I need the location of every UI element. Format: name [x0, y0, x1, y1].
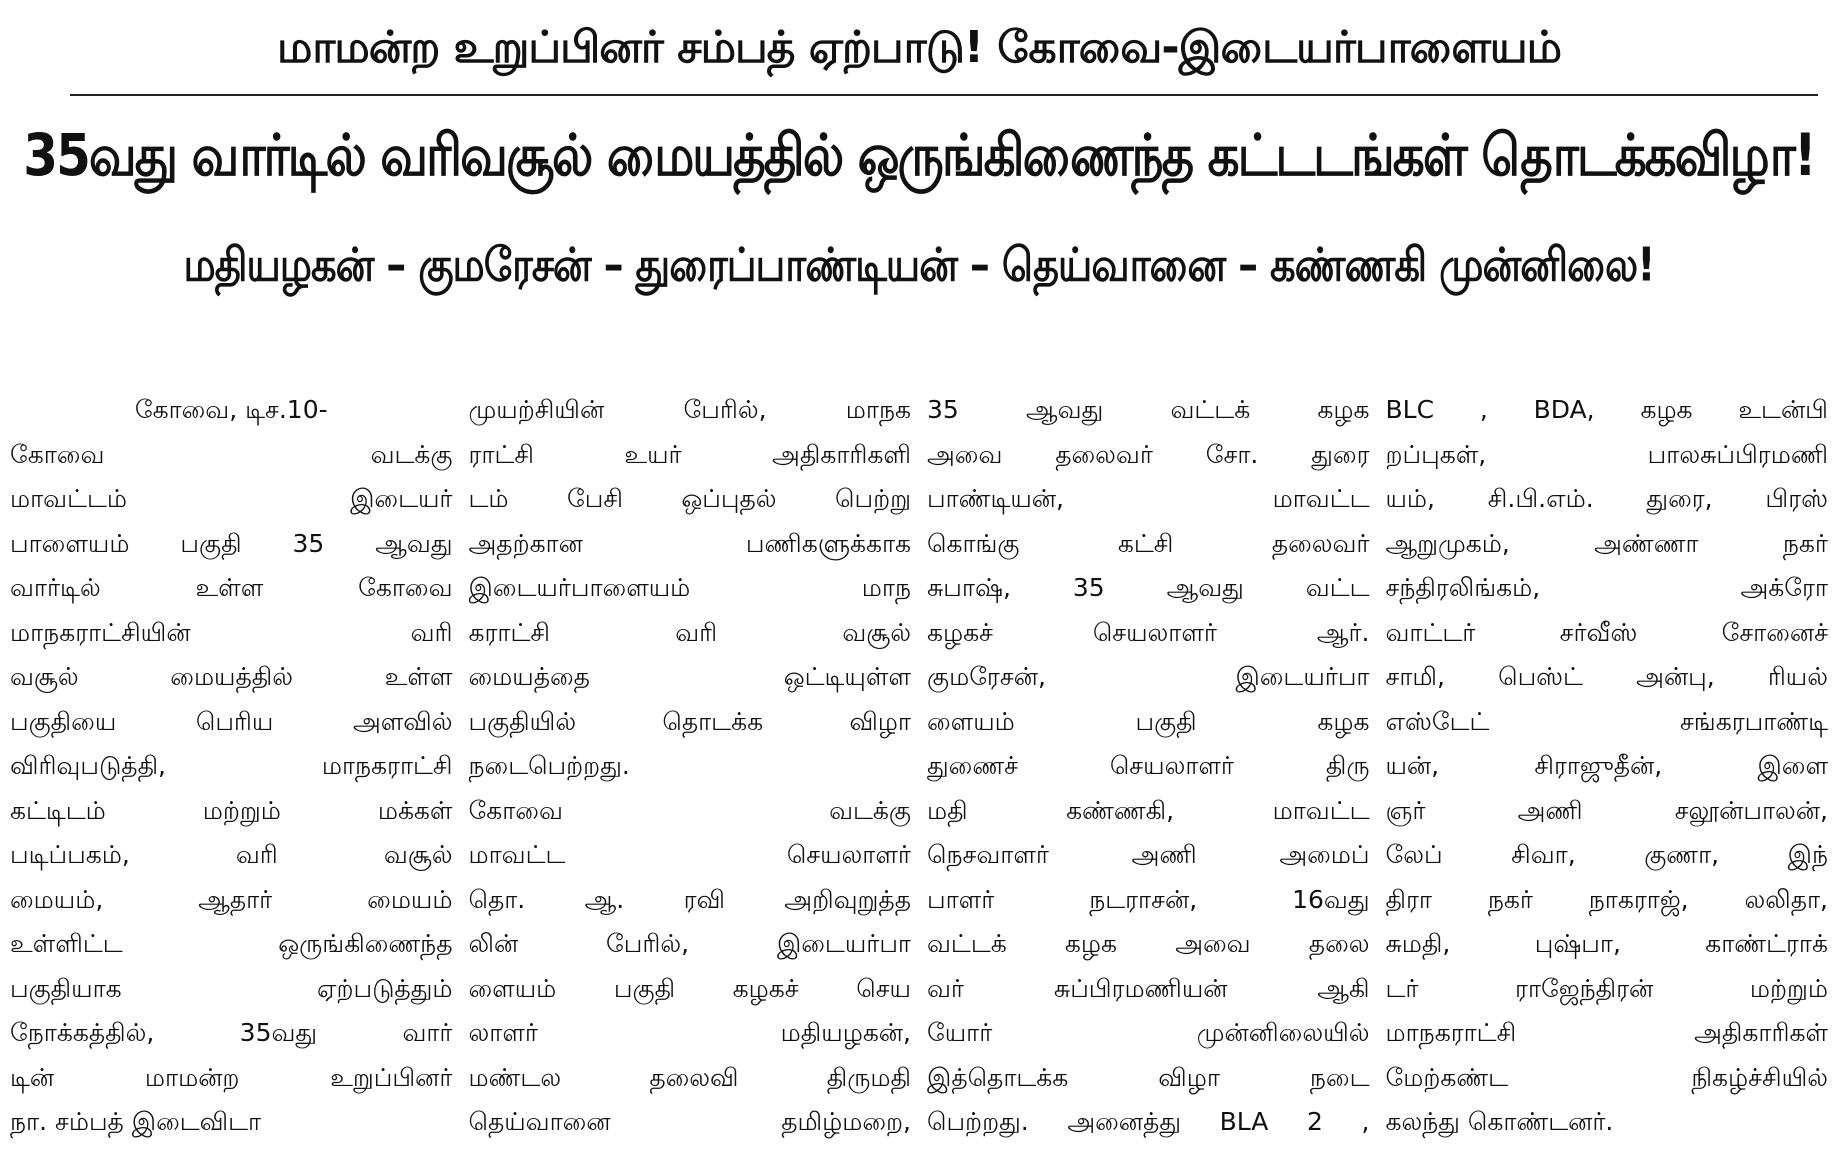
- article-column-4: [1386, 388, 1829, 1152]
- article-line: வசூல் மையத்தில் உள்ள: [10, 662, 453, 691]
- article-line: மாநகராட்சியின் வரி: [10, 617, 453, 647]
- article-line: வட்டக் கழக அவை தலை: [927, 929, 1370, 958]
- article-line: மேற்கண்ட நிகழ்ச்சியில்: [1385, 1062, 1828, 1092]
- article-line: லேப் சிவா, குணா, இந்: [1385, 840, 1828, 869]
- article-line: மாவட்டம் இடையர்: [10, 484, 453, 513]
- article-line: மதி கண்ணகி, மாவட்ட: [927, 795, 1370, 825]
- article-line: பாண்டியன், மாவட்ட: [927, 484, 1370, 513]
- article-line: டர் ராஜேந்திரன் மற்றும்: [1385, 973, 1828, 1003]
- article-line: கலந்து கொண்டனர்.: [1385, 1107, 1614, 1136]
- article-line: துணைச் செயலாளர் திரு: [927, 751, 1370, 780]
- article-line: ளையம் பகுதி கழக: [927, 706, 1370, 736]
- article-line: கராட்சி வரி வசூல்: [468, 617, 911, 647]
- article-line: நடைபெற்றது.: [468, 751, 630, 780]
- article-line: மண்டல தலைவி திருமதி: [468, 1062, 911, 1092]
- article-line: அதற்கான பணிகளுக்காக: [468, 528, 911, 558]
- article-line: பகுதியாக ஏற்படுத்தும்: [10, 973, 453, 1003]
- article-line: கட்டிடம் மற்றும் மக்கள்: [10, 795, 453, 825]
- article-line: பாளர் நடராசன், 16வது: [927, 884, 1370, 914]
- article-line: திரா நகர் நாகராஜ், லலிதா,: [1385, 884, 1828, 914]
- article-line: யோர் முன்னிலையில்: [927, 1018, 1370, 1047]
- article-column-1: [10, 388, 453, 1152]
- article-line: அவை தலைவர் சோ. துரை: [927, 439, 1370, 469]
- article-line: லாளர் மதியழகன்,: [468, 1018, 911, 1047]
- article-line: நா. சம்பத் இடைவிடா: [10, 1107, 262, 1136]
- article-line: பகுதியை பெரிய அளவில்: [10, 706, 453, 736]
- article-line: யம், சி.பி.எம். துரை, பிரஸ்: [1385, 484, 1828, 513]
- article-line: கோவை வடக்கு: [10, 439, 453, 469]
- article-column-3: [927, 388, 1370, 1152]
- article-line: றப்புகள், பாலசுப்பிரமணி: [1385, 439, 1828, 469]
- article-line: மையத்தை ஒட்டியுள்ள: [468, 662, 911, 691]
- article-line: மையம், ஆதார் மையம்: [10, 884, 453, 914]
- article-line: கொங்கு கட்சி தலைவர்: [927, 528, 1370, 558]
- article-line: ராட்சி உயர் அதிகாரிகளி: [468, 439, 911, 469]
- article-body: [10, 388, 1828, 1152]
- article-line: டின் மாமன்ற உறுப்பினர்: [10, 1062, 453, 1092]
- article-line: BLC , BDA, கழக உடன்பி: [1385, 395, 1828, 424]
- article-line: கோவை, டிச.10-: [134, 395, 328, 424]
- article-line: குமரேசன், இடையர்பா: [927, 662, 1370, 691]
- article-line: ளையம் பகுதி கழகச் செய: [468, 973, 911, 1003]
- article-line: இத்தொடக்க விழா நடை: [927, 1062, 1370, 1092]
- article-line: வர் சுப்பிரமணியன் ஆகி: [927, 973, 1370, 1003]
- article-line: மாவட்ட செயலாளர்: [468, 840, 911, 869]
- article-line: டம் பேசி ஒப்புதல் பெற்று: [468, 484, 911, 513]
- article-line: பாளையம் பகுதி 35 ஆவது: [10, 528, 453, 558]
- article-line: பெற்றது. அனைத்து BLA 2 ,: [927, 1107, 1370, 1136]
- article-line: யன், சிராஜுதீன், இளை: [1385, 751, 1828, 780]
- article-line: கழகச் செயலாளர் ஆர்.: [927, 617, 1370, 647]
- article-line: நோக்கத்தில், 35வது வார்: [10, 1018, 453, 1047]
- article-line: வாட்டர் சர்வீஸ் சோனைச்: [1385, 617, 1828, 647]
- article-line: 35 ஆவது வட்டக் கழக: [927, 395, 1370, 424]
- article-line: கோவை வடக்கு: [468, 795, 911, 825]
- article-line: தொ. ஆ. ரவி அறிவுறுத்த: [468, 884, 911, 914]
- article-line: எஸ்டேட் சங்கரபாண்டி: [1385, 706, 1828, 736]
- kicker-line: மாமன்ற உறுப்பினர் சம்பத் ஏற்பாடு! கோவை-இடையர்பாளையம்: [276, 22, 1562, 73]
- article-line: உள்ளிட்ட ஒருங்கிணைந்த: [10, 929, 453, 958]
- article-column-2: [469, 388, 912, 1152]
- article-line: விரிவுபடுத்தி, மாநகராட்சி: [10, 751, 453, 780]
- article-line: ஞர் அணி சலூன்பாலன்,: [1385, 795, 1828, 825]
- subheadline: மதியழகன் – குமரேசன் – துரைப்பாண்டியன் – தெய்வானை – கண்ணகி முன்னிலை!: [183, 239, 1655, 293]
- article-line: சந்திரலிங்கம், அக்ரோ: [1385, 573, 1828, 602]
- article-line: தெய்வானை தமிழ்மறை,: [468, 1107, 911, 1136]
- article-line: ஆறுமுகம், அண்ணா நகர்: [1385, 528, 1828, 558]
- article-line: லின் பேரில், இடையர்பா: [468, 929, 911, 958]
- article-line: சுபாஷ், 35 ஆவது வட்ட: [927, 573, 1370, 602]
- article-line: முயற்சியின் பேரில், மாநக: [468, 395, 911, 424]
- article-line: பகுதியில் தொடக்க விழா: [468, 706, 911, 736]
- headline: 35வது வார்டில் வரிவசூல் மையத்தில் ஒருங்கிணைந்த கட்டடங்கள் தொடக்கவிழா!: [23, 121, 1815, 189]
- article-line: இடையர்பாளையம் மாந: [468, 573, 911, 602]
- article-line: படிப்பகம், வரி வசூல்: [10, 840, 453, 869]
- article-line: வார்டில் உள்ள கோவை: [10, 573, 453, 602]
- article-line: நெசவாளர் அணி அமைப்: [927, 840, 1370, 869]
- article-line: மாநகராட்சி அதிகாரிகள்: [1385, 1018, 1828, 1047]
- article-line: சாமி, பெஸ்ட் அன்பு, ரியல்: [1385, 662, 1828, 691]
- article-line: சுமதி, புஷ்பா, காண்ட்ராக்: [1385, 929, 1828, 958]
